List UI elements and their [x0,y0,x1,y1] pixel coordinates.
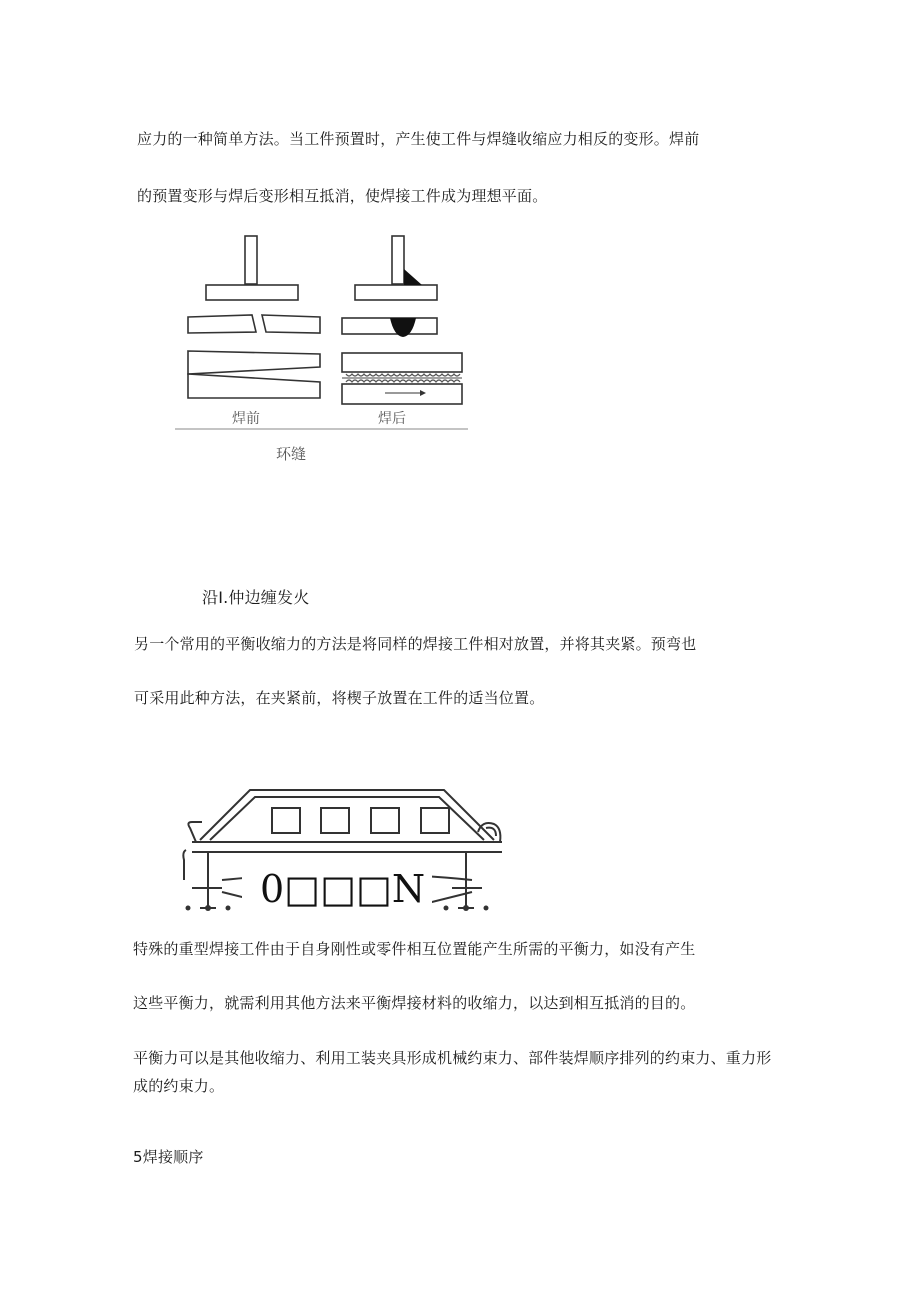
section-subheading: 沿Ⅰ.仲边缠发火 [202,588,310,607]
paragraph-line: 可采用此种方法，在夹紧前，将楔子放置在工件的适当位置。 [134,689,545,707]
label-before: 焊前 [232,411,260,427]
paragraph-line: 另一个常用的平衡收缩力的方法是将同样的焊接工件相对放置，并将其夹紧。预弯也 [134,635,697,653]
label-after: 焊后 [378,411,406,427]
paragraph-line: 应力的一种简单方法。当工件预置时，产生使工件与焊缝收缩应力相反的变形。焊前 [137,130,700,148]
paragraph-line: 成的约束力。 [133,1077,225,1095]
figure-caption: 环缝 [276,445,307,463]
clamp-figure [182,780,512,920]
figure-overlay-text: 0□□□N [260,867,426,911]
paragraph-line: 特殊的重型焊接工件由于自身刚性或零件相互位置能产生所需的平衡力，如没有产生 [133,940,696,958]
paragraph-line: 的预置变形与焊后变形相互抵消，使焊接工件成为理想平面。 [137,187,548,205]
paragraph-line: 平衡力可以是其他收缩力、利用工装夹具形成机械约束力、部件装焊顺序排列的约束力、重力形 [133,1049,772,1067]
paragraph-line: 这些平衡力，就需利用其他方法来平衡焊接材料的收缩力，以达到相互抵消的目的。 [133,994,696,1012]
predeformation-figure [170,233,475,478]
section-heading: 5焊接顺序 [133,1148,204,1166]
